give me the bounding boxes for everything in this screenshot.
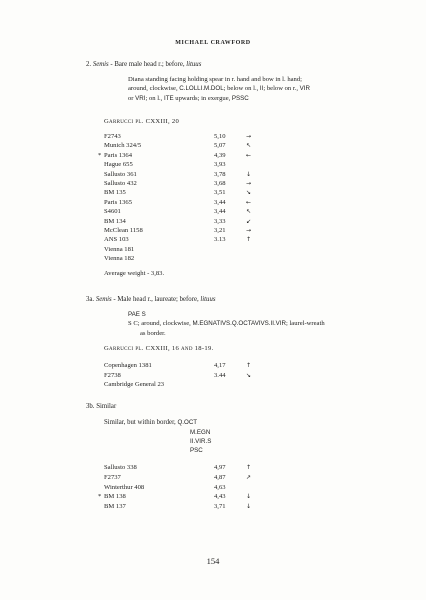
average-weight: Average weight - 3,83.: [104, 270, 165, 277]
specimen-name: BM 135: [104, 189, 126, 197]
specimen-row: [104, 198, 334, 208]
specimen-row: [104, 483, 334, 493]
specimen-name: Winterthur 408: [104, 483, 145, 491]
specimen-die-axis: ↑: [246, 362, 252, 369]
border-legend: M.EGN II.VIR.S PSC: [190, 429, 212, 454]
section-title: Semis: [92, 61, 109, 68]
section-title: Semis: [95, 296, 112, 303]
specimen-row: [104, 170, 334, 180]
specimen-die-axis: ↑: [246, 236, 252, 244]
specimen-die-axis: ↓: [246, 170, 252, 178]
specimen-row: [104, 502, 334, 512]
lituus-word: lituus: [200, 296, 216, 303]
reverse-description: [128, 75, 348, 103]
specimen-die-axis: ↗: [246, 473, 252, 481]
reverse-line-3: or VRI; on l., ITE upwards; in exergue, PSSC: [128, 94, 249, 102]
section-3a-heading: [86, 295, 216, 304]
specimen-weight: 3,51: [214, 189, 226, 197]
section-number: 2.: [86, 61, 92, 68]
specimen-weight: 4,39: [214, 151, 226, 159]
specimen-weight: 4,63: [214, 483, 226, 491]
specimen-name: Sallusto 361: [104, 170, 137, 178]
specimen-weight: 4,17: [214, 362, 226, 369]
specimen-die-axis: →: [246, 133, 252, 140]
specimen-row: [104, 254, 334, 264]
specimen-row: [104, 463, 334, 473]
lituus-word: lituus: [186, 61, 202, 68]
specimen-name: BM 138: [104, 493, 126, 501]
obverse-description: - Male head r., laureate; before,: [111, 296, 201, 303]
specimen-weight: 5,10: [214, 133, 226, 140]
specimen-row: [104, 141, 334, 151]
specimen-name: F2738: [104, 371, 121, 379]
specimen-row: [104, 207, 334, 217]
specimen-name: Cambridge General 23: [104, 381, 165, 389]
reverse-line-3: as border.: [140, 329, 166, 337]
specimen-die-axis: ↖: [246, 208, 252, 216]
reverse-line-1: Diana standing facing holding spear in r. hand and bow in l. hand;: [128, 76, 302, 83]
specimen-die-axis: ↓: [246, 493, 252, 501]
garrucci-reference: Garrucci pl. CXXIII, 16 and 18-19.: [104, 345, 214, 352]
specimen-row: [104, 160, 334, 170]
obverse-description: - Bare male head r.; before,: [108, 61, 187, 68]
specimen-row: [104, 245, 334, 255]
specimen-weight: 3,93: [214, 161, 226, 169]
specimen-row: [104, 217, 334, 227]
specimen-row: [104, 132, 334, 142]
specimen-weight: 3,21: [214, 227, 226, 234]
specimen-weight: 3,78: [214, 170, 226, 178]
reverse-description: [128, 310, 348, 338]
specimen-die-axis: ↙: [246, 217, 252, 225]
specimen-weight: 3,68: [214, 180, 226, 187]
specimen-die-axis: ↓: [246, 503, 252, 511]
specimen-name: BM 137: [104, 503, 126, 511]
specimen-die-axis: ↑: [246, 464, 252, 471]
specimen-name: F2737: [104, 473, 121, 481]
specimen-name: Vienna 182: [104, 255, 135, 263]
specimen-weight: 3.44: [214, 371, 226, 379]
specimen-weight: 3.13: [214, 236, 226, 244]
specimen-weight: 3,44: [214, 198, 226, 206]
specimen-name: Copenhagen 1381: [104, 362, 152, 369]
specimen-name: Munich 324/5: [104, 142, 142, 150]
specimen-row: [98, 151, 334, 161]
specimen-name: S4601: [104, 208, 121, 216]
specimen-die-axis: →: [246, 180, 252, 187]
reverse-line-2: around, clockwise, C.LOLLI.M.DOL; below on l., II; below on r., VIR: [128, 85, 310, 93]
specimen-row: [98, 492, 334, 502]
specimen-die-axis: ↖: [246, 142, 252, 150]
specimen-name: Paris 1364: [104, 151, 133, 159]
specimen-row: [104, 380, 334, 390]
specimen-row: [104, 235, 334, 245]
specimen-name: BM 134: [104, 217, 126, 225]
specimen-weight: 4,87: [214, 473, 226, 481]
specimen-weight: 3,71: [214, 503, 226, 511]
section-number: 3b.: [86, 403, 95, 410]
specimen-name: Paris 1365: [104, 198, 133, 206]
specimen-row: [104, 179, 334, 189]
specimen-weight: 3,44: [214, 208, 226, 216]
reverse-legend-top: PAE S: [128, 311, 146, 318]
specimen-mark: *: [98, 151, 102, 159]
specimen-name: McClean 1158: [104, 227, 143, 234]
reverse-line-2: S C; around, clockwise, M.EGNATIVS.Q.OCTAVIVS.II.VIR; laurel-wreath: [128, 320, 325, 328]
specimen-row: [104, 473, 334, 483]
section-title: Similar: [96, 403, 117, 410]
specimen-weight: 5,07: [214, 142, 226, 150]
specimen-die-axis: ↘: [246, 371, 252, 379]
specimen-weight: 4,97: [214, 464, 226, 471]
specimen-weight: 4,43: [214, 493, 226, 501]
specimen-name: Sallusto 338: [104, 464, 137, 471]
running-header: MICHAEL CRAWFORD: [175, 40, 251, 46]
garrucci-reference: Garrucci pl. CXXIII, 20: [104, 118, 180, 125]
page-number: 154: [206, 556, 220, 566]
specimen-weight: 3,33: [214, 217, 226, 225]
section-number: 3a.: [86, 296, 95, 303]
specimen-row: [104, 361, 334, 371]
specimen-row: [104, 371, 334, 381]
section-3b-heading: [86, 402, 116, 411]
specimen-name: Sallusto 432: [104, 180, 137, 187]
specimen-row: [104, 226, 334, 236]
specimen-name: ANS 103: [104, 236, 129, 244]
specimen-die-axis: ↘: [246, 189, 252, 197]
specimen-name: Vienna 181: [104, 245, 135, 253]
similar-line: Similar, but within border, Q.OCT: [104, 419, 198, 426]
specimen-die-axis: →: [246, 227, 252, 234]
specimen-mark: *: [98, 493, 102, 501]
specimen-die-axis: ←: [246, 198, 252, 206]
specimen-name: F2743: [104, 133, 121, 140]
section-2-heading: [86, 60, 201, 69]
specimen-row: [104, 188, 334, 198]
specimen-die-axis: ←: [246, 151, 252, 159]
specimen-name: Hague 655: [104, 161, 133, 169]
